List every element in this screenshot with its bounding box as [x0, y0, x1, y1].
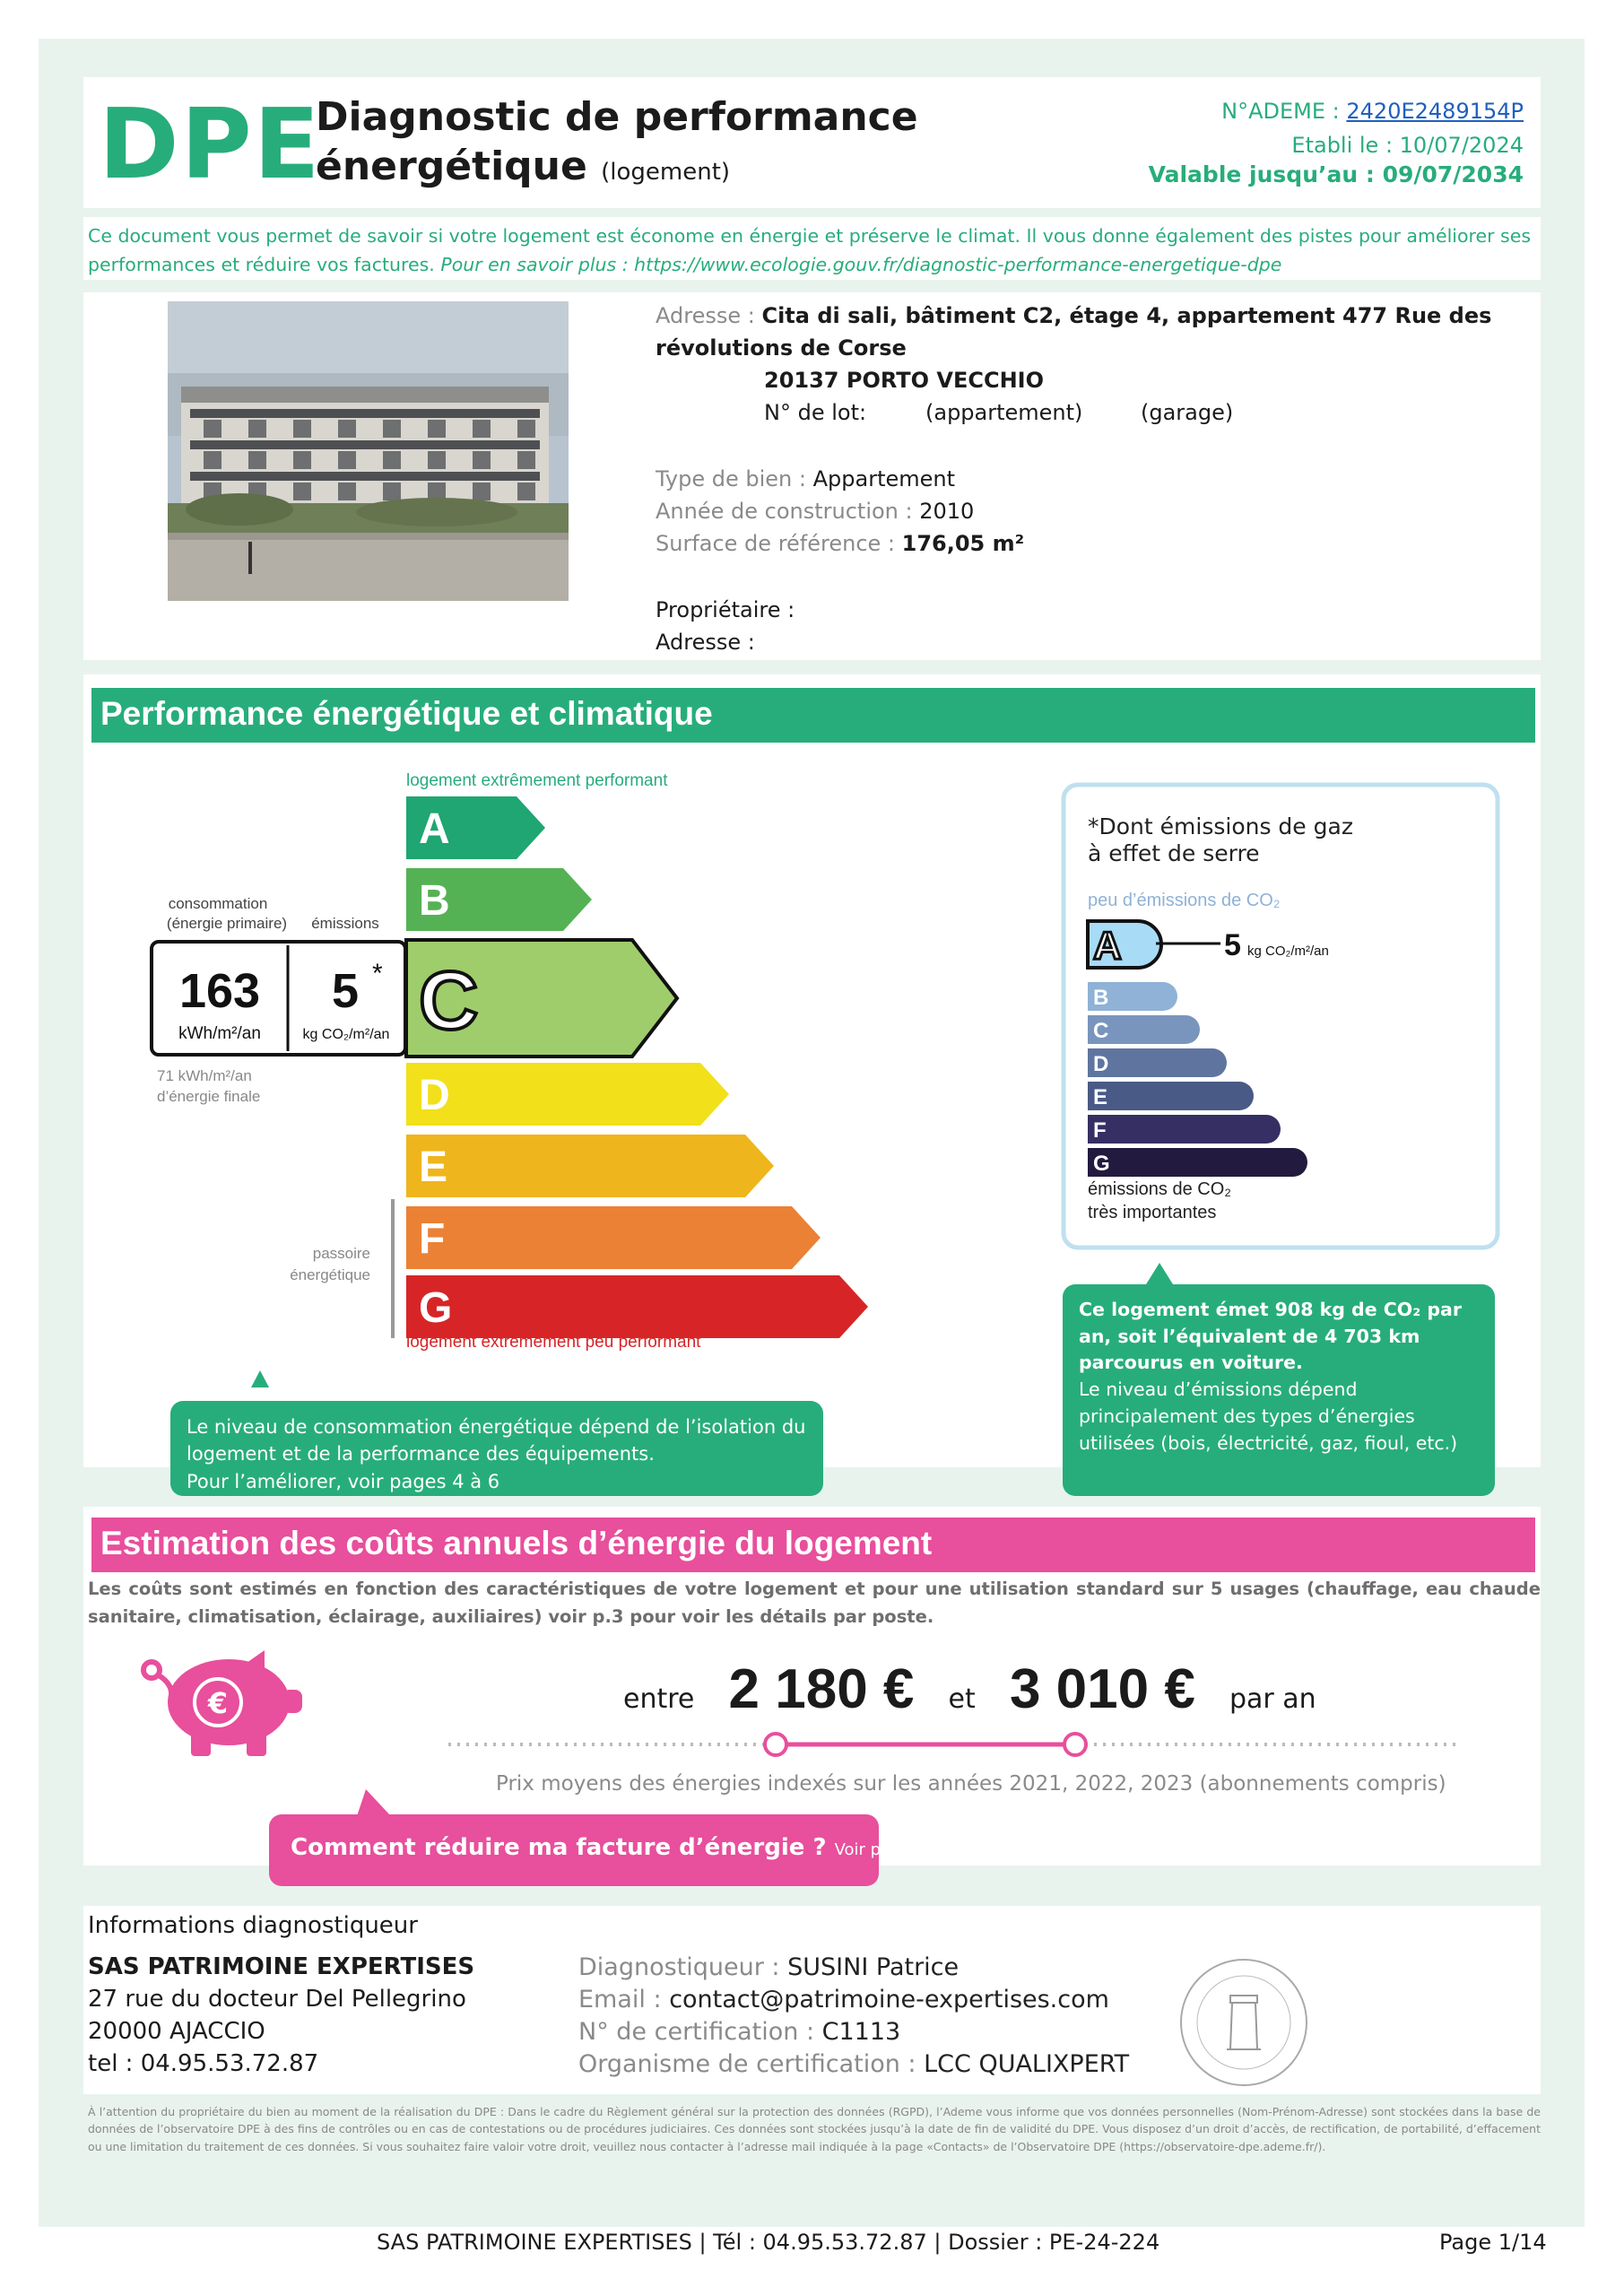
energy-class-g — [406, 1275, 868, 1338]
consumption-unit: kWh/m²/an — [178, 1024, 261, 1043]
ges-class-letter-e: E — [1093, 1085, 1108, 1109]
energy-class-e — [406, 1135, 774, 1197]
consumption-value: 163 — [178, 964, 261, 1018]
passoire-label1: passoire — [312, 1245, 370, 1262]
final-energy-2: d’énergie finale — [157, 1088, 261, 1105]
surface-row — [656, 531, 1024, 556]
energy-bubble-more: Pour l’améliorer, voir pages 4 à 6 — [187, 1470, 500, 1492]
diag-email-row — [578, 1986, 1109, 2013]
ges-bubble-bold: Ce logement émet 908 kg de CO₂ par an, soit l’équivalent de 4 703 km parcourus en voiture. — [1079, 1299, 1462, 1374]
title-suffix: (logement) — [601, 159, 731, 186]
ges-class-letter-c: C — [1093, 1019, 1109, 1043]
emissions-star: * — [372, 959, 383, 988]
emissions-unit: kg CO₂/m²/an — [302, 1027, 390, 1042]
cost-scale — [444, 1731, 1466, 1758]
address-row — [656, 303, 1491, 328]
emissions-header: émissions — [311, 915, 379, 932]
cost-range — [623, 1657, 1316, 1721]
ges-bottom-label-2: très importantes — [1088, 1203, 1217, 1222]
owner-address-label: Adresse : — [656, 630, 755, 655]
ges-class-g — [1088, 1148, 1307, 1177]
diag-name-value: SUSINI Patrice — [787, 1953, 960, 1981]
energy-class-letter-f: F — [419, 1215, 446, 1263]
piggy-bank-icon — [139, 1650, 309, 1758]
cost-suffix: par an — [1229, 1683, 1316, 1715]
address-line2: révolutions de Corse — [656, 335, 907, 361]
ademe-number-link[interactable]: 2420E2489154P — [1346, 99, 1524, 124]
cost-low: 2 180 € — [728, 1658, 915, 1720]
diag-company: SAS PATRIMOINE EXPERTISES — [88, 1953, 475, 1980]
diag-city: 20000 AJACCIO — [88, 2018, 265, 2045]
surface-value: 176,05 m² — [901, 531, 1025, 556]
type-row — [656, 466, 955, 491]
consumption-header: consommation — [168, 895, 268, 912]
energy-info-bubble — [170, 1401, 823, 1496]
prices-note: Prix moyens des énergies indexés sur les années 2021, 2022, 2023 (abonnements compris) — [496, 1772, 1446, 1796]
intro-text — [88, 222, 1541, 280]
footer-page: Page 1/14 — [1439, 2230, 1547, 2255]
energy-top-label: logement extrêmement performant — [406, 771, 668, 790]
costs-description: Les coûts sont estimés en fonction des caractéristiques de votre logement et pour une utilisation standard sur 5 usages (chauffage, eau chaude sanitaire, climatisation, éclairage, auxiliaires) voir p.3 pour voir les détails par poste. — [88, 1578, 1541, 1628]
footer-center: SAS PATRIMOINE EXPERTISES | Tél : 04.95.53.72.87 | Dossier : PE-24-224 — [377, 2230, 1160, 2255]
tip-label: Comment réduire ma facture d’énergie ? — [291, 1834, 827, 1861]
intro-sentence: Ce document vous permet de savoir si votre logement est économe en énergie et préserve le climat. Il vous donne également des pistes pour améliorer ses performances et réduire vos factures. — [88, 225, 1532, 275]
cost-high: 3 010 € — [1009, 1658, 1195, 1720]
ges-info-bubble — [1063, 1284, 1495, 1496]
diag-email-value[interactable]: contact@patrimoine-expertises.com — [669, 1986, 1109, 2013]
energy-class-ladder — [406, 796, 868, 1338]
document-title-line2 — [316, 144, 730, 189]
energy-class-d — [406, 1063, 729, 1126]
energy-class-letter-d: D — [419, 1072, 450, 1119]
passoire-marker — [391, 1199, 395, 1338]
ges-class-letter-d: D — [1093, 1052, 1109, 1076]
lot-appartement: (appartement) — [925, 400, 1083, 425]
reduce-bill-button[interactable] — [269, 1814, 901, 1886]
energy-class-letter-a: A — [419, 805, 450, 853]
address-label: Adresse : — [656, 303, 755, 328]
building-photo — [168, 301, 569, 601]
address-line1: Cita di sali, bâtiment C2, étage 4, appartement 477 Rue des — [761, 303, 1492, 328]
tip-ref: Voir p. 3 — [834, 1840, 901, 1859]
energy-class-letter-g: G — [419, 1284, 453, 1332]
consumption-header2: (énergie primaire) — [166, 915, 288, 932]
costs-section-title: Estimation des coûts annuels d’énergie du logement — [91, 1518, 1535, 1572]
emissions-value: 5 — [331, 964, 360, 1018]
final-energy-1: 71 kWh/m²/an — [157, 1067, 252, 1084]
building-photo-illustration — [168, 301, 569, 601]
cost-middle: et — [948, 1683, 976, 1715]
title-line2: énergétique — [316, 144, 587, 189]
ges-bottom-label-1: émissions de CO₂ — [1088, 1179, 1232, 1199]
intro-more-link[interactable]: Pour en savoir plus : https://www.ecologie.gouv.fr/diagnostic-performance-energetique-dpe — [440, 253, 1282, 275]
diag-name-label: Diagnostiqueur : — [578, 1953, 780, 1981]
ges-class-e — [1088, 1082, 1254, 1110]
diag-cert-value: C1113 — [821, 2018, 901, 2046]
diag-street: 27 rue du docteur Del Pellegrino — [88, 1986, 466, 2013]
passoire-label2: énergétique — [290, 1266, 370, 1283]
ges-class-f — [1088, 1115, 1281, 1144]
energy-class-letter-b: B — [419, 877, 450, 925]
energy-class-letter-e: E — [419, 1144, 448, 1191]
ges-unit: kg CO₂/m²/an — [1247, 944, 1329, 959]
type-label: Type de bien : — [656, 466, 806, 491]
ges-class-letter-a: A — [1093, 924, 1122, 968]
diag-name-row — [578, 1953, 959, 1981]
ges-class-letter-b: B — [1093, 986, 1109, 1010]
surface-label: Surface de référence : — [656, 531, 895, 556]
ges-class-letter-g: G — [1093, 1152, 1110, 1176]
dpe-logo: DPE — [99, 89, 322, 201]
owner-label: Propriétaire : — [656, 597, 795, 622]
issue-date: Etabli le : 10/07/2024 — [1291, 133, 1524, 158]
company-stamp — [1177, 1955, 1311, 2090]
cost-high-marker — [1064, 1734, 1086, 1755]
diag-org-value: LCC QUALIXPERT — [924, 2050, 1130, 2078]
energy-class-letter-c: C — [419, 955, 479, 1047]
address-city: 20137 PORTO VECCHIO — [764, 368, 1044, 393]
ges-title-2: à effet de serre — [1088, 840, 1260, 866]
energy-class-f — [406, 1206, 821, 1269]
svg-text:€: € — [207, 1686, 229, 1720]
ges-bubble-text: Le niveau d’émissions dépend principalement des types d’énergies utilisées (bois, électricité, gaz, fioul, etc.) — [1079, 1378, 1458, 1454]
year-value: 2010 — [919, 499, 975, 524]
type-value: Appartement — [812, 466, 956, 491]
ademe-label: N°ADEME : — [1221, 99, 1340, 124]
diag-tel: tel : 04.95.53.72.87 — [88, 2050, 319, 2077]
energy-bubble-text: Le niveau de consommation énergétique dépend de l’isolation du logement et de la performance des équipements. — [187, 1416, 806, 1465]
diag-heading: Informations diagnostiqueur — [88, 1912, 418, 1939]
diag-org-label: Organisme de certification : — [578, 2050, 916, 2078]
ges-top-label: peu d’émissions de CO₂ — [1088, 891, 1281, 910]
legal-notice: À l’attention du propriétaire du bien au moment de la réalisation du DPE : Dans le cadre du Règlement général sur la protection des données (RGPD), l’Ademe vous informe que vos données personnelles (Nom-Prénom-Adresse) sont stockées dans la base de données de l’observatoire DPE à des fins de contrôles ou en cas de contestations ou de procédures judiciaires. Ces données sont stockées jusqu’à la date de fin de validité du DPE. Vous disposez d’un droit d’accès, de rectification, de portabilité, d’effacement ou une limitation du traitement de ces données. Si vous souhaitez faire valoir votre droit, veuillez nous contacter à l’adresse mail indiquée à la page «Contacts» de l’Observatoire DPE (https://observatoire-dpe.ademe.fr/). — [88, 2105, 1541, 2153]
cost-prefix: entre — [623, 1683, 695, 1715]
document-title: Diagnostic de performance — [316, 94, 918, 140]
diag-cert-label: N° de certification : — [578, 2018, 815, 2046]
ges-class-letter-f: F — [1093, 1118, 1107, 1143]
performance-section-title: Performance énergétique et climatique — [91, 688, 1535, 743]
lot-garage: (garage) — [1141, 400, 1234, 425]
diag-org-row — [578, 2050, 1129, 2078]
ges-title-1: *Dont émissions de gaz — [1088, 813, 1353, 839]
energy-bottom-label: logement extrêmement peu performant — [406, 1333, 701, 1352]
cost-low-marker — [765, 1734, 786, 1755]
ademe-row — [1221, 99, 1524, 124]
validity-date: Valable jusqu’au : 09/07/2034 — [1148, 161, 1524, 187]
ges-value: 5 — [1224, 928, 1241, 962]
diag-email-label: Email : — [578, 1986, 662, 2013]
year-row — [656, 499, 974, 524]
lot-label: N° de lot: — [764, 400, 867, 425]
year-label: Année de construction : — [656, 499, 913, 524]
diag-cert-row — [578, 2018, 900, 2046]
